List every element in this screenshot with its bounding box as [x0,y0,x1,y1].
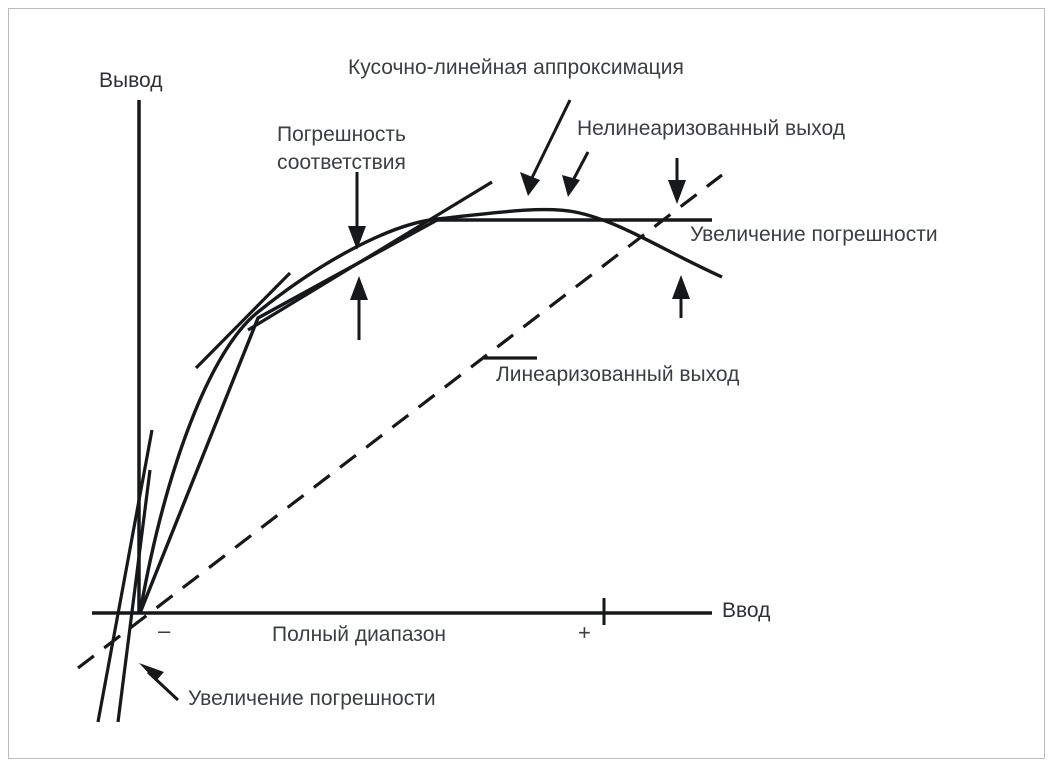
axis-label-x: Ввод [722,599,771,622]
annotation-fit-error-line2: соответствия [277,151,406,174]
annotation-fit-error-line1: Погрешность [277,123,406,146]
linearized-output-line [78,175,722,668]
arrow-piecewise [520,100,570,196]
sign-minus-label: – [158,618,171,643]
arrow-fit-error [348,172,366,250]
arrow-error-increase-up [672,275,690,318]
arrow-error-increase-bottom [139,663,178,700]
annotation-linearized-output: Линеаризованный выход [496,363,740,386]
annotation-error-increase-bottom: Увеличение погрешности [188,687,436,710]
annotation-nonlinearized: Нелинеаризованный выход [577,117,846,140]
arrow-nonlinearized [562,152,588,197]
piecewise-approximation-path [140,220,712,613]
fit-error-tangent-line-2 [248,182,492,330]
annotation-error-increase-right: Увеличение погрешности [690,223,938,246]
annotation-piecewise: Кусочно-линейная аппроксимация [348,56,684,79]
full-range-label: Полный диапазон [272,623,446,646]
axis-label-y: Вывод [99,69,163,92]
nonlinearized-output-curve [140,210,722,613]
sign-plus-label: + [578,620,591,645]
arrow-error-increase-down [668,158,686,204]
arrow-fit-error-up [350,276,368,340]
